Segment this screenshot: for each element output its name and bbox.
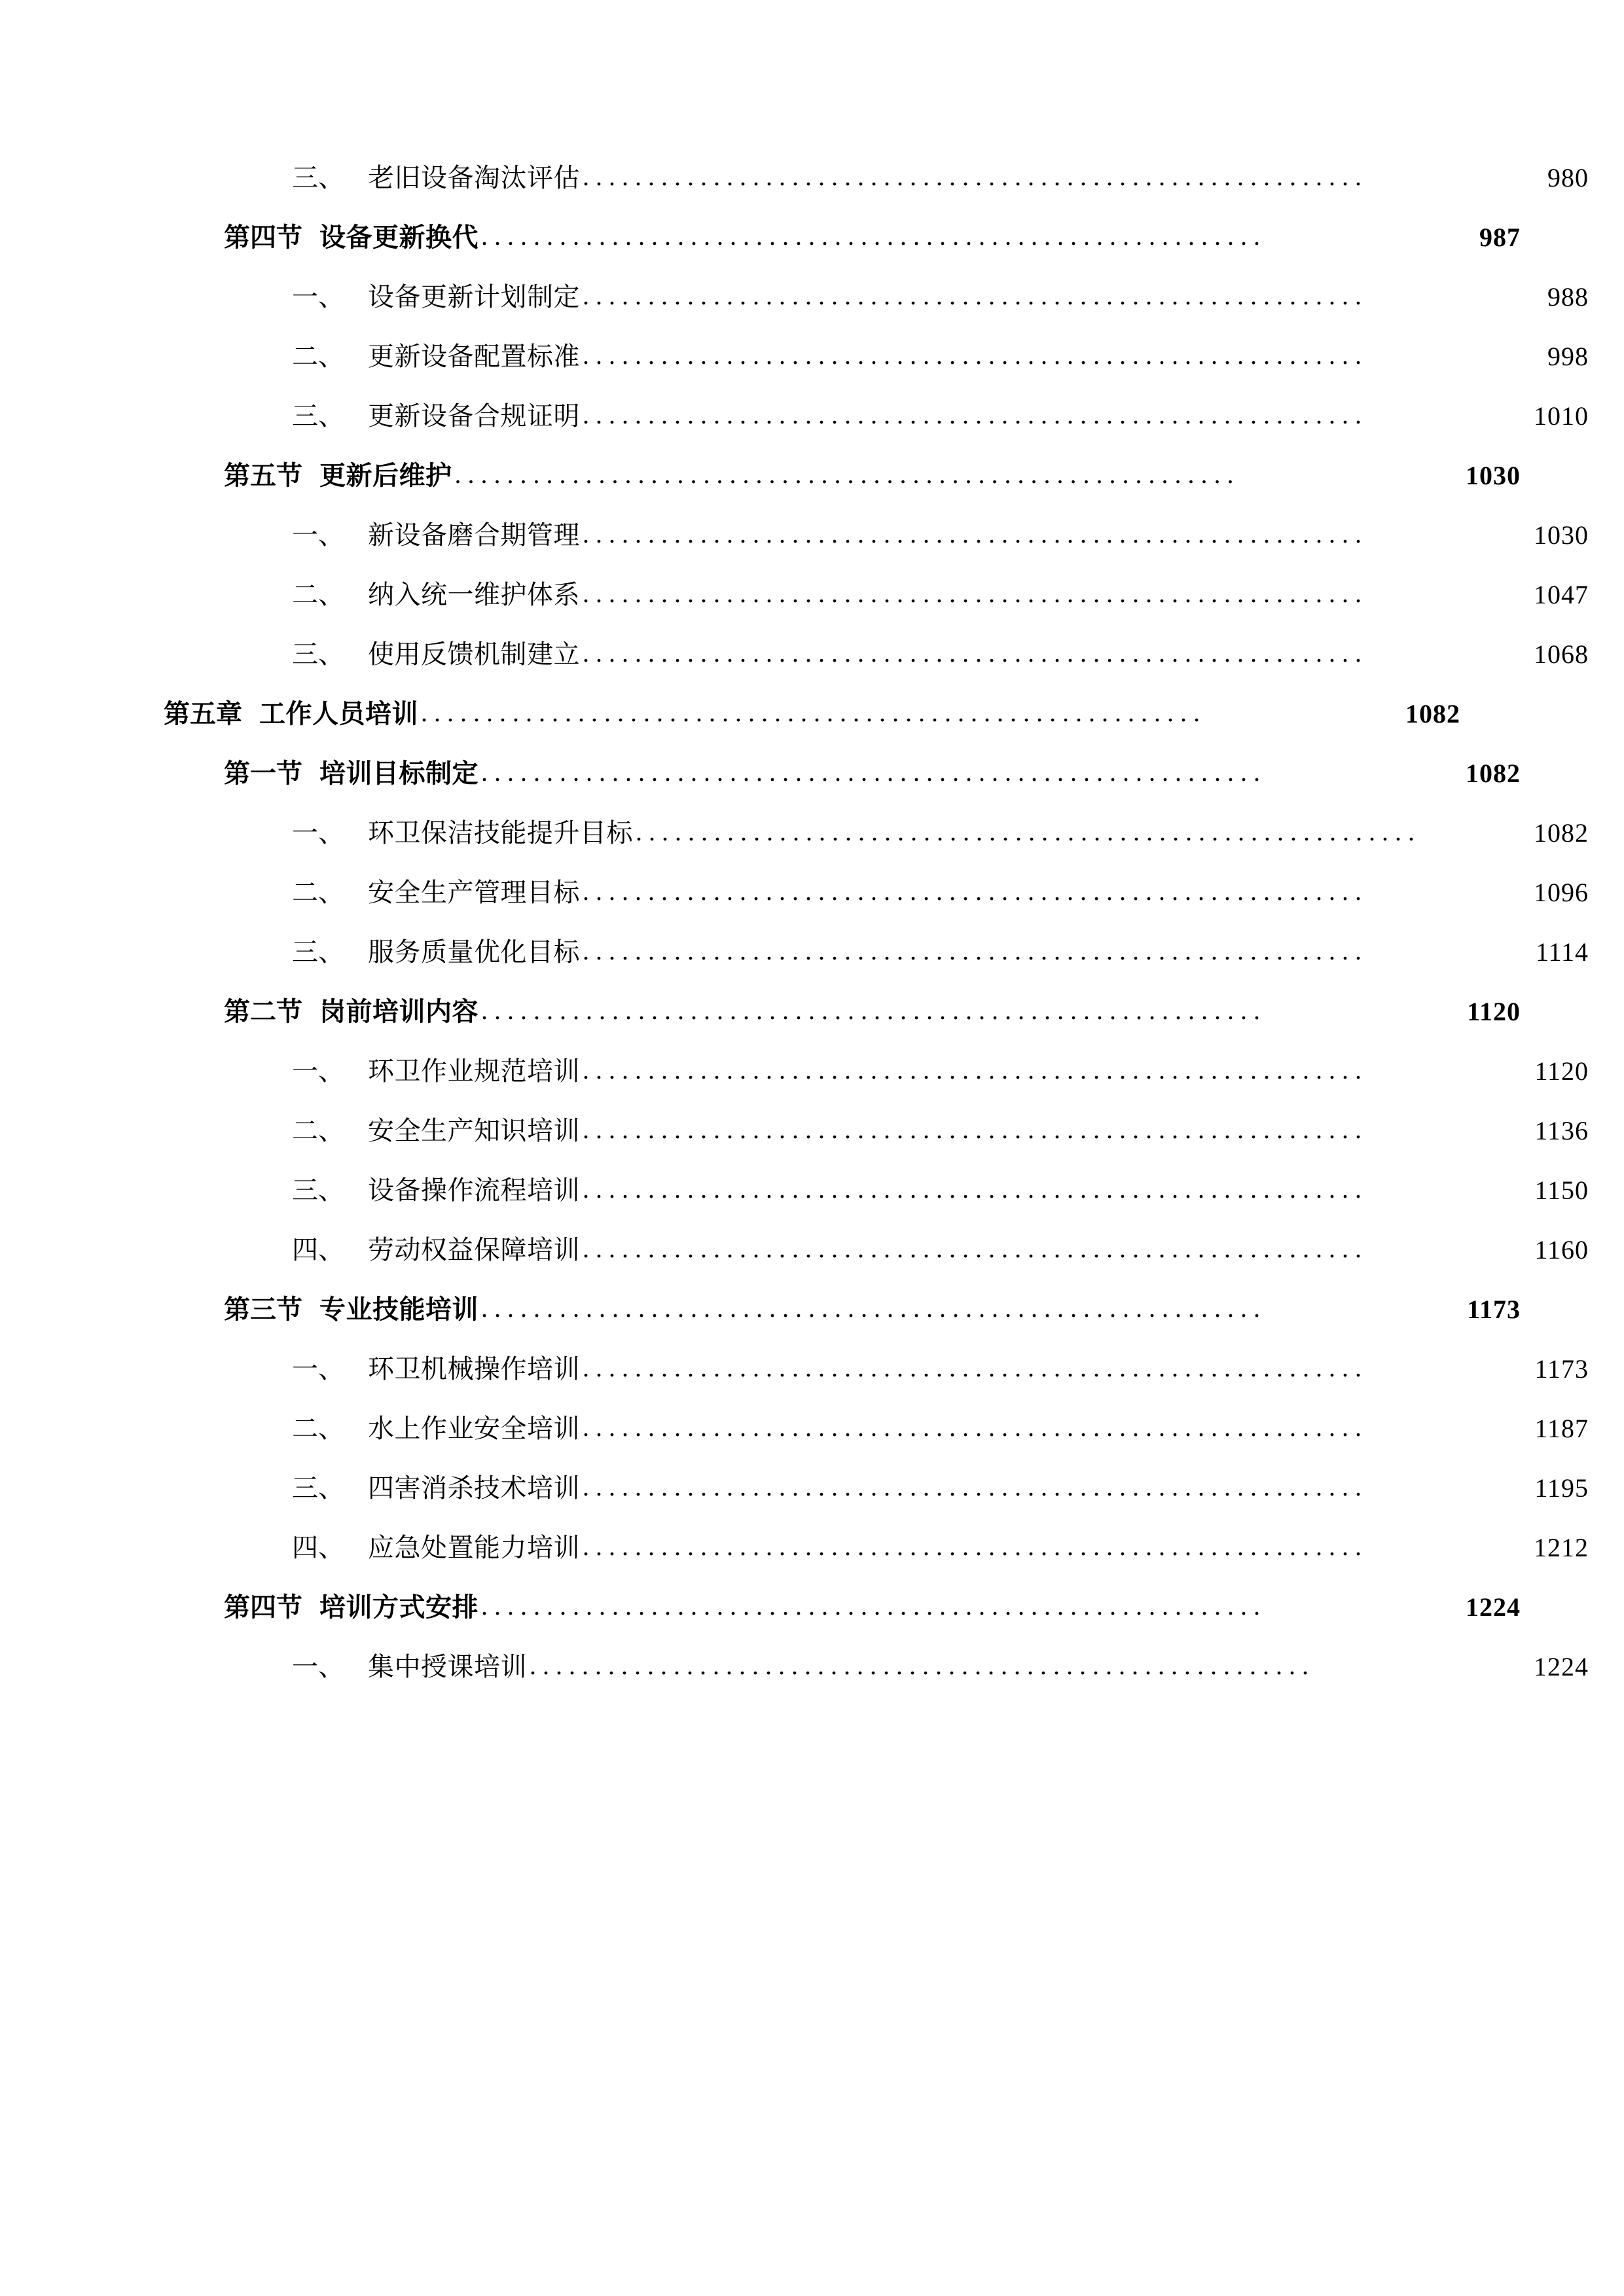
toc-entry-marker: 第一节 — [224, 759, 302, 788]
toc-entry[interactable] — [164, 1057, 1589, 1086]
toc-dot-leader: ............................................................ — [583, 877, 1368, 906]
toc-entry[interactable] — [164, 521, 1589, 550]
toc-entry-page-number: 1030 — [1466, 461, 1521, 490]
toc-entry-page-number: 1096 — [1534, 878, 1589, 907]
toc-entry-label: 老旧设备淘汰评估 — [368, 163, 580, 192]
toc-entry[interactable] — [164, 1414, 1589, 1443]
toc-entry[interactable] — [164, 878, 1589, 907]
toc-dot-leader: ............................................................ — [583, 579, 1368, 608]
toc-entry-marker: 四、 — [292, 1533, 344, 1562]
toc-entry-page-number: 1120 — [1534, 1056, 1589, 1086]
toc-dot-leader: ............................................................ — [481, 996, 1267, 1025]
toc-entry-marker: 第五章 — [164, 699, 242, 728]
toc-dot-leader: ............................................................ — [421, 698, 1206, 727]
toc-entry-page-number: 1173 — [1467, 1295, 1521, 1324]
toc-dot-leader: ............................................................ — [583, 401, 1368, 429]
toc-entry-label: 工作人员培训 — [259, 699, 418, 728]
toc-entry-marker: 三、 — [292, 937, 344, 967]
toc-dot-leader: ............................................................ — [583, 162, 1368, 191]
toc-entry[interactable] — [164, 1176, 1589, 1205]
toc-entry-page-number: 1114 — [1535, 937, 1589, 967]
toc-entry[interactable] — [164, 640, 1589, 669]
toc-entry-page-number: 1195 — [1534, 1473, 1589, 1503]
toc-entry-page-number: 1224 — [1466, 1592, 1521, 1622]
toc-entry-label: 应急处置能力培训 — [368, 1533, 580, 1562]
toc-dot-leader: ............................................................ — [583, 937, 1368, 965]
toc-entry[interactable] — [164, 1295, 1521, 1324]
toc-entry-label: 设备更新计划制定 — [368, 282, 580, 312]
toc-entry-label: 培训目标制定 — [319, 759, 478, 788]
toc-dot-leader: ............................................................ — [583, 520, 1368, 548]
toc-entry[interactable] — [164, 1534, 1589, 1562]
toc-entry[interactable] — [164, 283, 1589, 312]
toc-dot-leader: ............................................................ — [583, 1413, 1368, 1442]
toc-entry-marker: 一、 — [292, 1354, 344, 1384]
toc-dot-leader: ............................................................ — [481, 222, 1267, 251]
toc-entry-page-number: 1010 — [1534, 401, 1589, 431]
toc-entry-label: 安全生产管理目标 — [368, 878, 580, 907]
toc-entry-marker: 二、 — [292, 580, 344, 609]
toc-entry[interactable] — [164, 342, 1589, 371]
toc-entry[interactable] — [164, 164, 1589, 192]
toc-entry[interactable] — [164, 1236, 1589, 1265]
toc-entry[interactable] — [164, 223, 1521, 252]
toc-dot-leader: ............................................................ — [583, 341, 1368, 370]
toc-entry-label: 纳入统一维护体系 — [368, 580, 580, 609]
toc-entry-marker: 第四节 — [224, 1592, 302, 1622]
toc-entry-marker: 二、 — [292, 878, 344, 907]
toc-entry-label: 劳动权益保障培训 — [368, 1235, 580, 1265]
toc-entry-marker: 第三节 — [224, 1295, 302, 1324]
toc-entry-page-number: 1150 — [1534, 1175, 1589, 1205]
toc-entry-marker: 二、 — [292, 1414, 344, 1443]
toc-entry-label: 四害消杀技术培训 — [368, 1473, 580, 1503]
toc-dot-leader: ............................................................ — [583, 1532, 1368, 1561]
toc-dot-leader: ............................................................ — [454, 460, 1240, 489]
toc-entry-page-number: 1212 — [1534, 1533, 1589, 1562]
table-of-contents — [164, 162, 1589, 1681]
toc-entry-marker: 二、 — [292, 1116, 344, 1145]
toc-entry-page-number: 987 — [1479, 223, 1521, 252]
toc-entry-marker: 一、 — [292, 1056, 344, 1086]
toc-entry[interactable] — [164, 1117, 1589, 1145]
toc-entry-page-number: 1068 — [1534, 639, 1589, 669]
toc-entry-page-number: 1160 — [1534, 1235, 1589, 1265]
toc-entry[interactable] — [164, 461, 1521, 490]
toc-entry-label: 环卫机械操作培训 — [368, 1354, 580, 1384]
toc-entry[interactable] — [164, 938, 1589, 967]
toc-entry[interactable] — [164, 1474, 1589, 1503]
toc-entry-label: 设备操作流程培训 — [368, 1175, 580, 1205]
toc-dot-leader: ............................................................ — [481, 1592, 1267, 1621]
toc-dot-leader: ............................................................ — [583, 281, 1368, 310]
toc-entry-label: 安全生产知识培训 — [368, 1116, 580, 1145]
toc-entry-page-number: 1120 — [1467, 997, 1521, 1026]
toc-dot-leader: ............................................................ — [583, 1175, 1368, 1204]
toc-dot-leader: ............................................................ — [583, 1473, 1368, 1501]
toc-entry-label: 更新设备合规证明 — [368, 401, 580, 431]
toc-entry[interactable] — [164, 819, 1589, 848]
toc-entry-marker: 三、 — [292, 401, 344, 431]
toc-entry[interactable] — [164, 700, 1460, 728]
toc-entry-label: 设备更新换代 — [319, 223, 478, 252]
toc-entry[interactable] — [164, 1653, 1589, 1681]
toc-entry-page-number: 998 — [1547, 342, 1589, 371]
toc-entry-label: 更新后维护 — [319, 461, 452, 490]
toc-entry-label: 更新设备配置标准 — [368, 342, 580, 371]
toc-entry-page-number: 988 — [1547, 282, 1589, 312]
toc-dot-leader: ............................................................ — [636, 817, 1421, 846]
toc-entry-page-number: 1187 — [1534, 1414, 1589, 1443]
toc-entry-marker: 三、 — [292, 1175, 344, 1205]
toc-entry-marker: 四、 — [292, 1235, 344, 1265]
toc-entry-marker: 三、 — [292, 1473, 344, 1503]
toc-entry[interactable] — [164, 1355, 1589, 1384]
toc-entry-page-number: 1136 — [1534, 1116, 1589, 1145]
toc-entry-label: 环卫保洁技能提升目标 — [368, 818, 633, 848]
toc-entry-label: 水上作业安全培训 — [368, 1414, 580, 1443]
toc-entry-page-number: 1082 — [1534, 818, 1589, 848]
toc-dot-leader: ............................................................ — [583, 1056, 1368, 1085]
toc-entry-marker: 三、 — [292, 163, 344, 192]
toc-entry-page-number: 1030 — [1534, 520, 1589, 550]
toc-entry-marker: 三、 — [292, 639, 344, 669]
toc-dot-leader: ............................................................ — [583, 1115, 1368, 1144]
toc-entry[interactable] — [164, 759, 1521, 788]
toc-entry[interactable] — [164, 402, 1589, 431]
toc-entry-label: 集中授课培训 — [368, 1652, 527, 1681]
toc-entry[interactable] — [164, 997, 1521, 1026]
toc-entry-page-number: 1173 — [1534, 1354, 1589, 1384]
toc-entry[interactable] — [164, 581, 1589, 609]
toc-dot-leader: ............................................................ — [481, 1294, 1267, 1323]
toc-entry-label: 使用反馈机制建立 — [368, 639, 580, 669]
toc-entry-marker: 第五节 — [224, 461, 302, 490]
toc-entry-label: 培训方式安排 — [319, 1592, 478, 1622]
toc-dot-leader: ............................................................ — [583, 1234, 1368, 1263]
toc-entry-label: 环卫作业规范培训 — [368, 1056, 580, 1086]
toc-entry-marker: 一、 — [292, 520, 344, 550]
toc-entry-page-number: 980 — [1547, 163, 1589, 192]
toc-entry-label: 服务质量优化目标 — [368, 937, 580, 967]
toc-entry-marker: 一、 — [292, 818, 344, 848]
toc-entry-label: 专业技能培训 — [319, 1295, 478, 1324]
toc-entry-label: 新设备磨合期管理 — [368, 520, 580, 550]
toc-dot-leader: ............................................................ — [583, 1354, 1368, 1382]
toc-entry[interactable] — [164, 1593, 1521, 1622]
toc-entry-page-number: 1082 — [1466, 759, 1521, 788]
toc-entry-label: 岗前培训内容 — [319, 997, 478, 1026]
toc-entry-page-number: 1047 — [1534, 580, 1589, 609]
toc-entry-marker: 第四节 — [224, 223, 302, 252]
toc-entry-page-number: 1224 — [1534, 1652, 1589, 1681]
toc-entry-marker: 二、 — [292, 342, 344, 371]
toc-dot-leader: ............................................................ — [583, 639, 1368, 668]
toc-dot-leader: ............................................................ — [481, 758, 1267, 787]
toc-entry-marker: 一、 — [292, 282, 344, 312]
toc-entry-marker: 第二节 — [224, 997, 302, 1026]
toc-entry-marker: 一、 — [292, 1652, 344, 1681]
toc-entry-page-number: 1082 — [1405, 699, 1460, 728]
toc-dot-leader: ............................................................ — [530, 1651, 1315, 1680]
